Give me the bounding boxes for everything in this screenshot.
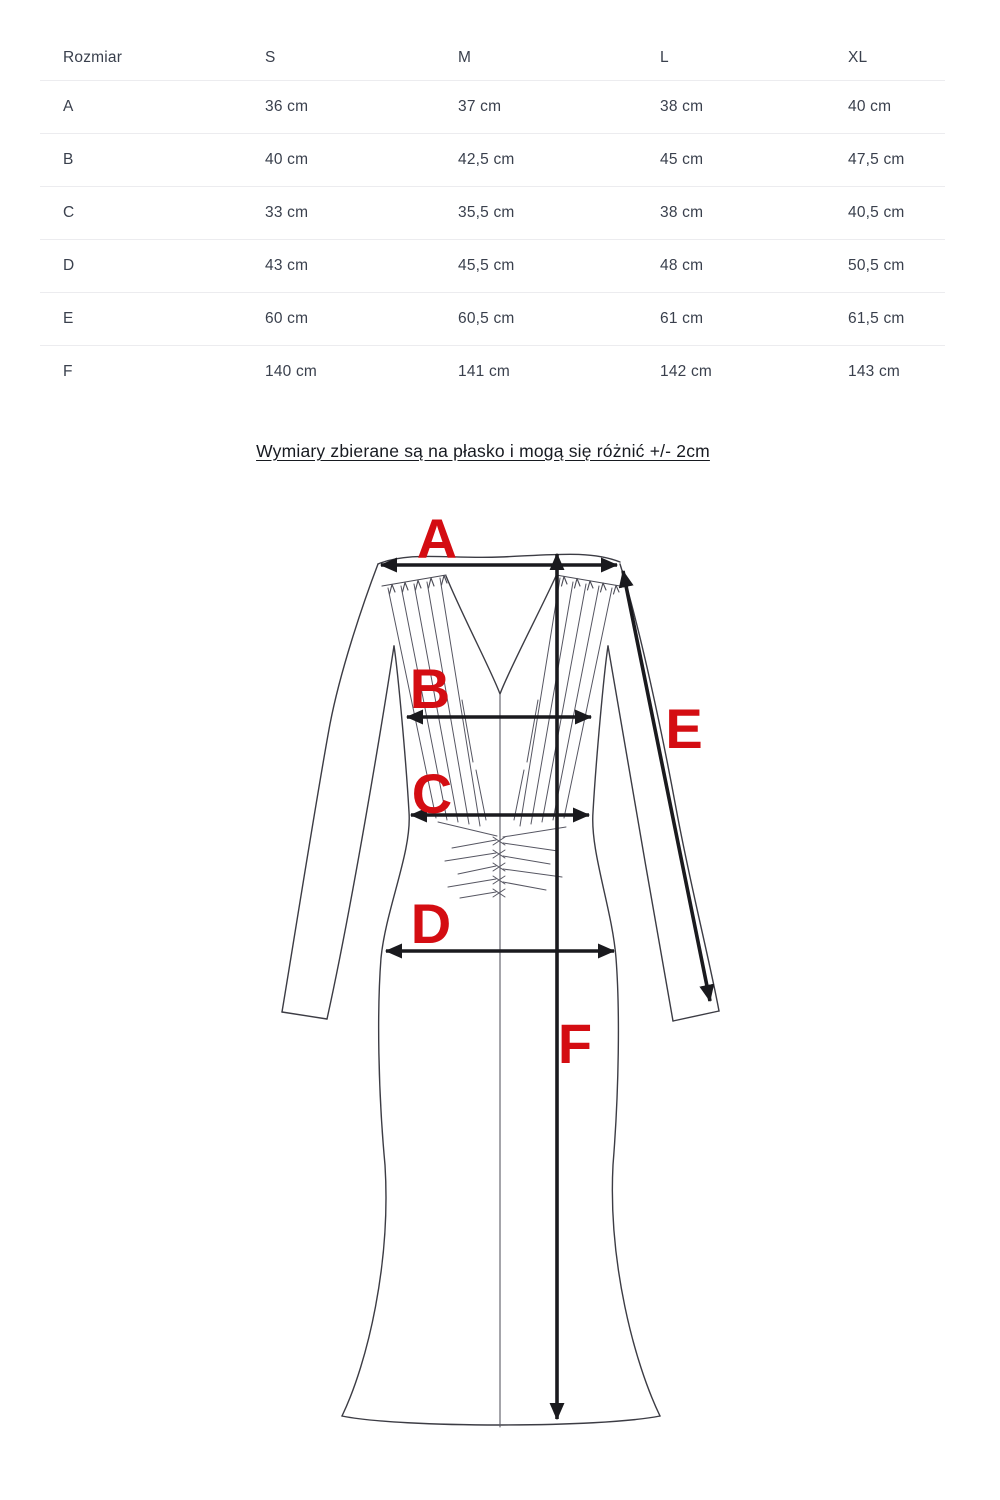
column-header-s: S bbox=[265, 49, 276, 66]
label-e: E bbox=[665, 697, 703, 760]
row-label: E bbox=[63, 310, 74, 327]
row-label: A bbox=[63, 98, 74, 115]
measurement-note: Wymiary zbierane są na płasko i mogą się różnić +/- 2cm bbox=[256, 441, 710, 461]
label-f: F bbox=[557, 1012, 593, 1075]
cell-value: 47,5 cm bbox=[848, 151, 905, 168]
column-header-rozmiar: Rozmiar bbox=[63, 49, 123, 66]
row-label: B bbox=[63, 151, 74, 168]
cell-value: 60 cm bbox=[265, 310, 309, 327]
row-label: D bbox=[63, 257, 75, 274]
row-label: C bbox=[63, 204, 75, 221]
cell-value: 60,5 cm bbox=[458, 310, 515, 327]
cell-value: 45 cm bbox=[660, 151, 704, 168]
cell-value: 40 cm bbox=[265, 151, 309, 168]
label-c: C bbox=[411, 762, 453, 825]
cell-value: 33 cm bbox=[265, 204, 309, 221]
cell-value: 38 cm bbox=[660, 204, 704, 221]
cell-value: 37 cm bbox=[458, 98, 502, 115]
dress-outline bbox=[282, 554, 719, 1427]
column-header-xl: XL bbox=[848, 49, 868, 66]
table-row bbox=[40, 186, 945, 239]
cell-value: 42,5 cm bbox=[458, 151, 515, 168]
table-row bbox=[40, 292, 945, 345]
cell-value: 142 cm bbox=[660, 363, 713, 380]
cell-value: 45,5 cm bbox=[458, 257, 515, 274]
label-d: D bbox=[410, 892, 452, 955]
column-header-l: L bbox=[660, 49, 669, 66]
row-label: F bbox=[63, 363, 73, 380]
table-row bbox=[40, 345, 945, 398]
cell-value: 40 cm bbox=[848, 98, 892, 115]
table-row bbox=[40, 80, 945, 133]
measurement-note-row bbox=[0, 441, 1000, 462]
cell-value: 141 cm bbox=[458, 363, 511, 380]
cell-value: 40,5 cm bbox=[848, 204, 905, 221]
cell-value: 140 cm bbox=[265, 363, 318, 380]
table-header-row bbox=[40, 36, 945, 80]
cell-value: 143 cm bbox=[848, 363, 901, 380]
cell-value: 48 cm bbox=[660, 257, 704, 274]
size-table bbox=[40, 36, 945, 398]
waist-ruche bbox=[438, 822, 566, 898]
table-row bbox=[40, 239, 945, 292]
column-header-m: M bbox=[458, 49, 472, 66]
cell-value: 50,5 cm bbox=[848, 257, 905, 274]
cell-value: 43 cm bbox=[265, 257, 309, 274]
cell-value: 61,5 cm bbox=[848, 310, 905, 327]
arrow-e bbox=[623, 571, 710, 1001]
cell-value: 38 cm bbox=[660, 98, 704, 115]
table-row bbox=[40, 133, 945, 186]
cell-value: 61 cm bbox=[660, 310, 704, 327]
label-a: A bbox=[416, 507, 458, 570]
cell-value: 35,5 cm bbox=[458, 204, 515, 221]
cell-value: 36 cm bbox=[265, 98, 309, 115]
label-b: B bbox=[409, 657, 451, 720]
size-diagram bbox=[0, 500, 1000, 1500]
